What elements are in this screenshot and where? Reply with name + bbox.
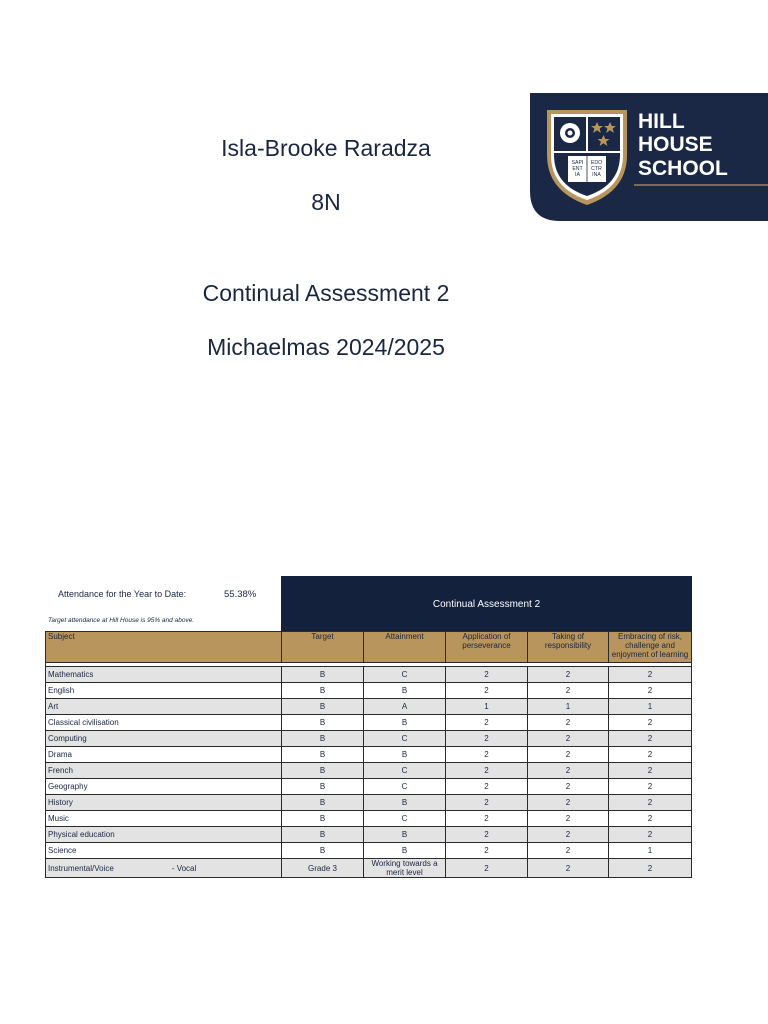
attainment-cell: A [364,699,446,715]
col-header-attainment: Attainment [364,632,446,663]
subject-name: Instrumental/Voice [48,863,114,873]
attendance-value: 55.38% [224,589,257,600]
attainment-cell: C [364,667,446,683]
school-logo [530,93,768,221]
attainment-cell: B [364,843,446,859]
application-cell: 2 [446,683,528,699]
target-cell: B [282,795,364,811]
subject-cell [46,795,282,811]
risk-cell: 2 [609,683,692,699]
table-row [46,715,692,731]
assessment-title: Continual Assessment 2 [202,280,450,306]
application-cell: 2 [446,667,528,683]
subject-name: Classical civilisation [48,718,119,727]
subject-name: History [48,798,73,807]
attainment-cell: B [364,683,446,699]
attainment-cell: C [364,811,446,827]
student-name: Isla-Brooke Raradza [221,135,431,161]
responsibility-cell: 2 [528,795,609,811]
open-book-icon [568,156,606,182]
subject-cell [46,699,282,715]
subject-cell [46,731,282,747]
application-cell: 2 [446,715,528,731]
logo-text-school: SCHOOL [638,157,728,180]
application-cell: 2 [446,731,528,747]
table-row [46,859,692,878]
attainment-cell: C [364,731,446,747]
responsibility-cell: 2 [528,731,609,747]
subject-detail: - Vocal [171,863,197,873]
subject-cell [46,827,282,843]
risk-cell: 1 [609,843,692,859]
logo-text-house: HOUSE [638,133,713,156]
term-title: Michaelmas 2024/2025 [207,334,445,360]
target-cell: Grade 3 [282,859,364,878]
application-cell: 2 [446,779,528,795]
table-row [46,667,692,683]
subject-cell [46,859,282,878]
grades-body [46,667,692,878]
application-cell: 2 [446,763,528,779]
subject-cell [46,667,282,683]
target-cell: B [282,843,364,859]
form-group: 8N [311,189,341,215]
table-row [46,699,692,715]
application-cell: 2 [446,795,528,811]
risk-cell: 2 [609,779,692,795]
attainment-cell: B [364,747,446,763]
attainment-cell: Working towards a merit level [364,859,446,878]
subject-name: Drama [48,750,73,759]
logo-motto-6: INA [592,172,601,178]
table-header-row [46,632,692,663]
target-cell: B [282,827,364,843]
responsibility-cell: 2 [528,747,609,763]
rose-icon [560,123,580,143]
subject-name: French [48,766,73,775]
application-cell: 2 [446,859,528,878]
target-cell: B [282,699,364,715]
responsibility-cell: 2 [528,667,609,683]
responsibility-cell: 2 [528,859,609,878]
subject-cell [46,747,282,763]
responsibility-cell: 2 [528,827,609,843]
col-header-application: Application of perseverance [446,632,528,663]
table-row [46,683,692,699]
risk-cell: 2 [609,827,692,843]
responsibility-cell: 2 [528,683,609,699]
table-row [46,827,692,843]
target-cell: B [282,763,364,779]
col-header-subject: Subject [46,632,282,663]
col-header-responsibility: Taking of responsibility [528,632,609,663]
subject-name: English [48,686,75,695]
attainment-cell: B [364,827,446,843]
logo-motto-5: CTR [591,166,602,172]
subject-name: Mathematics [48,670,94,679]
table-row [46,843,692,859]
application-cell: 2 [446,811,528,827]
risk-cell: 2 [609,731,692,747]
attainment-cell: C [364,779,446,795]
risk-cell: 2 [609,811,692,827]
col-header-risk: Embracing of risk, challenge and enjoyment of learning [609,632,692,663]
responsibility-cell: 2 [528,763,609,779]
risk-cell: 2 [609,795,692,811]
target-cell: B [282,731,364,747]
risk-cell: 2 [609,715,692,731]
table-row [46,763,692,779]
responsibility-cell: 1 [528,699,609,715]
assessment-banner: Continual Assessment 2 [281,576,692,632]
responsibility-cell: 2 [528,779,609,795]
subject-cell [46,715,282,731]
subject-name: Science [48,846,77,855]
attendance-label: Attendance for the Year to Date: [58,589,187,599]
application-cell: 1 [446,699,528,715]
subject-name: Art [48,702,59,711]
responsibility-cell: 2 [528,843,609,859]
responsibility-cell: 2 [528,811,609,827]
logo-text-hill: HILL [638,110,685,133]
target-cell: B [282,683,364,699]
application-cell: 2 [446,843,528,859]
attainment-cell: B [364,715,446,731]
grades-table [45,631,692,878]
attendance-note: Target attendance at Hill House is 95% and above. [48,617,195,624]
target-cell: B [282,811,364,827]
risk-cell: 1 [609,699,692,715]
table-row [46,747,692,763]
subject-cell [46,779,282,795]
subject-cell [46,683,282,699]
subject-cell [46,763,282,779]
col-header-target: Target [282,632,364,663]
subject-name: Physical education [48,830,115,839]
logo-motto-3: IA [575,172,580,178]
application-cell: 2 [446,747,528,763]
target-cell: B [282,779,364,795]
table-row [46,779,692,795]
risk-cell: 2 [609,747,692,763]
attainment-cell: C [364,763,446,779]
logo-motto-1: SAPI [571,160,584,166]
subject-cell [46,843,282,859]
risk-cell: 2 [609,667,692,683]
application-cell: 2 [446,827,528,843]
table-row [46,811,692,827]
target-cell: B [282,667,364,683]
attainment-cell: B [364,795,446,811]
target-cell: B [282,715,364,731]
subject-cell [46,811,282,827]
logo-motto-2: ENT [572,166,583,172]
responsibility-cell: 2 [528,715,609,731]
target-cell: B [282,747,364,763]
risk-cell: 2 [609,763,692,779]
subject-name: Geography [48,782,88,791]
subject-name: Music [48,814,69,823]
table-row [46,731,692,747]
logo-motto-4: EDO [590,160,603,166]
risk-cell: 2 [609,859,692,878]
table-row [46,795,692,811]
subject-name: Computing [48,734,87,743]
